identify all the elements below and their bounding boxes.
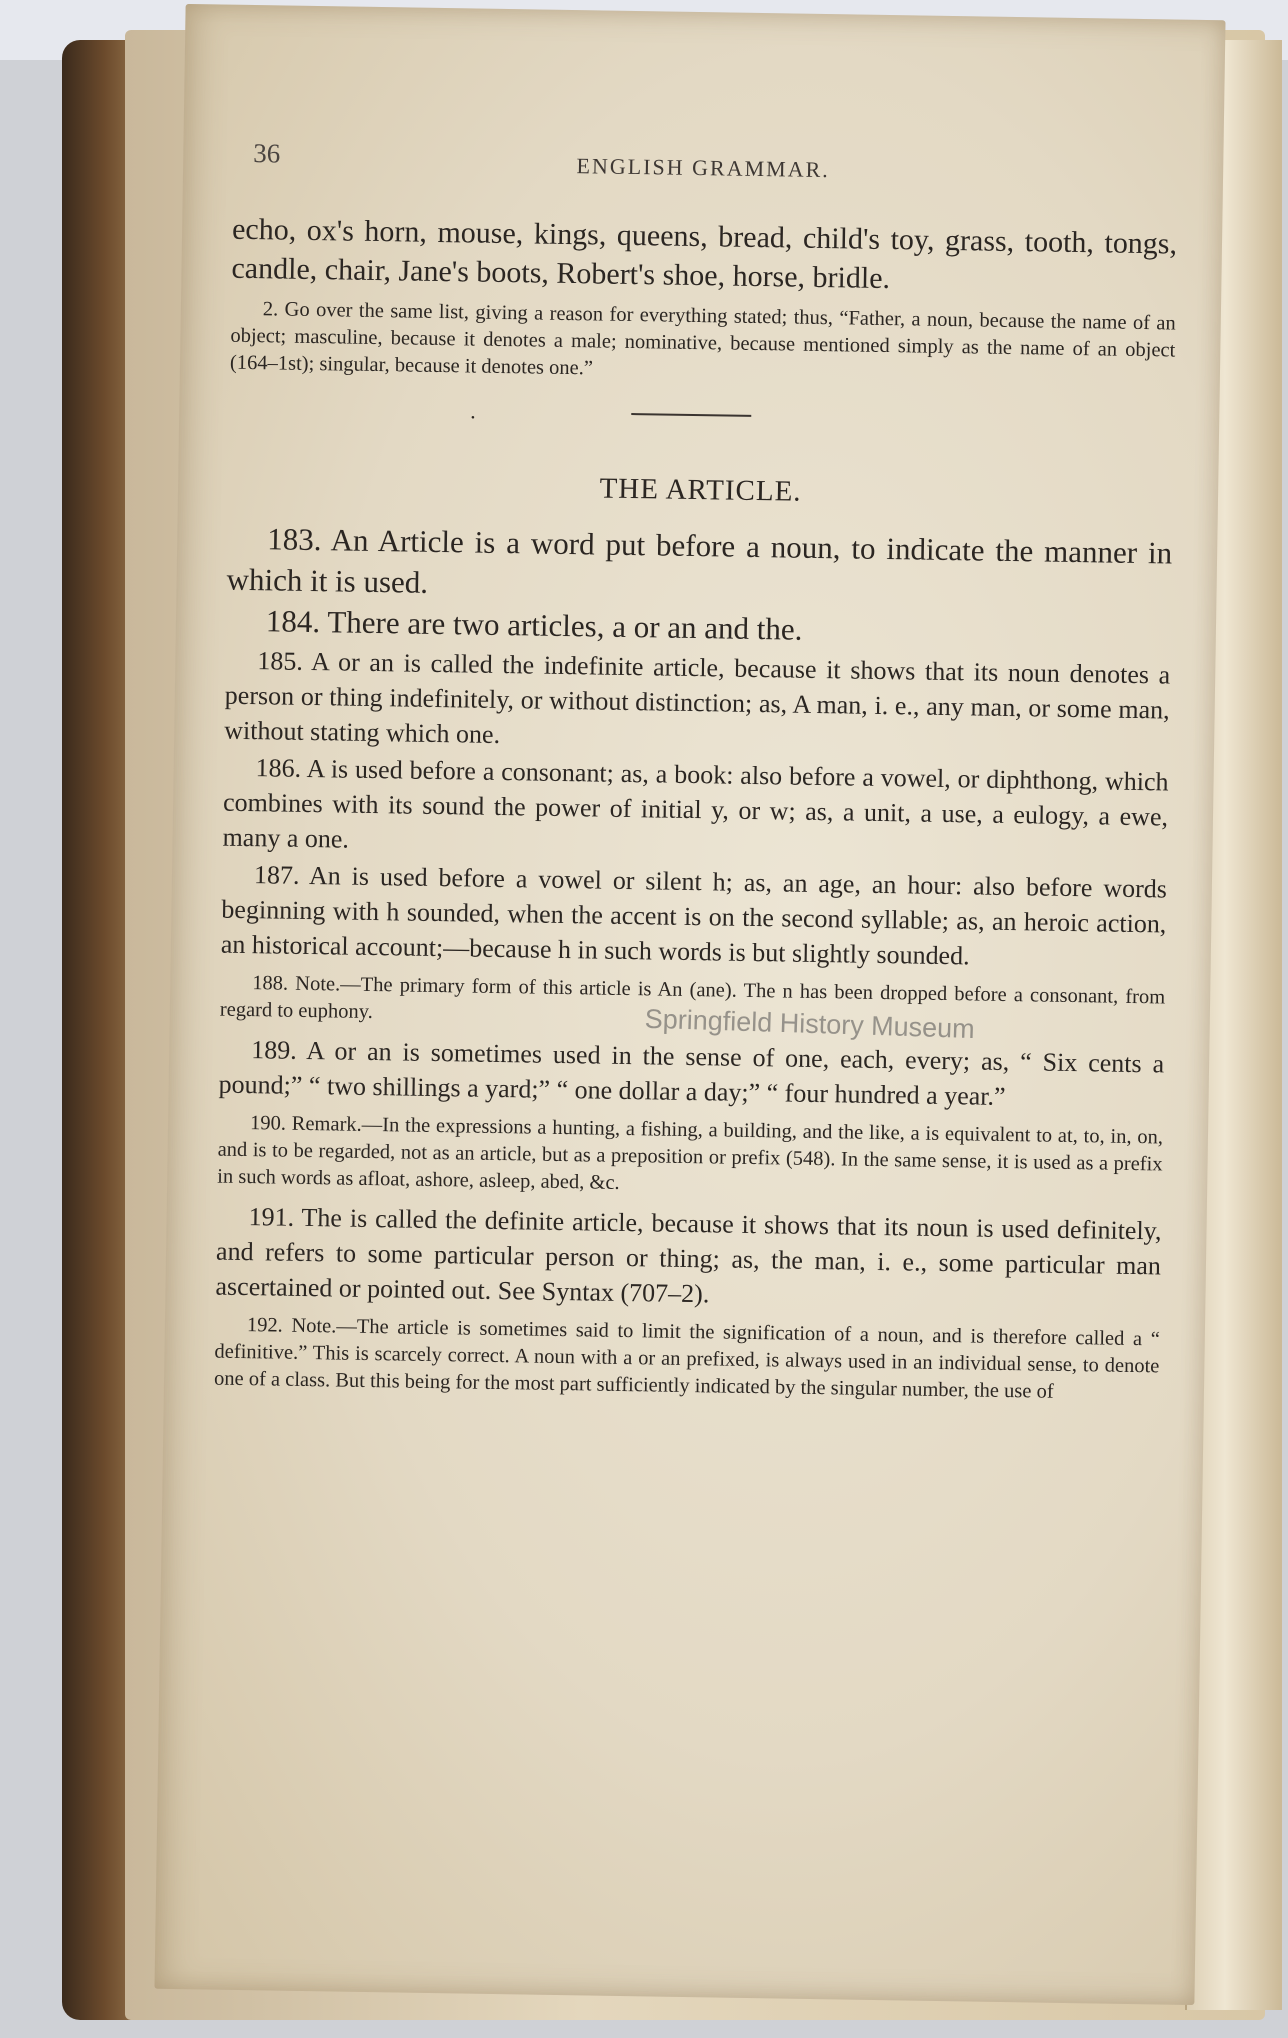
paragraph-183: 183. An Article is a word put before a noun, to indicate the manner in which it is used. [226,521,1173,600]
paragraph-187: 187. An is used before a vowel or silent h; as, an age, an hour: also before words beginning with h sounded, when the accent is on the second syllable; as, an heroic action, an historical account;—because h in such words is but slightly sounded. [220,860,1168,971]
page-header [223,130,1184,185]
divider-rule [631,413,751,417]
stray-mark: · [469,404,477,430]
paragraph-185: 185. A or an is called the indefinite article, because it shows that its noun denotes a person or thing indefinitely, or without distinction; as, A man, i. e., any man, or some man, without stating which one. [224,646,1171,749]
note-192: 192. Note.—The article is sometimes said to limit the signification of a noun, and is therefore called a “ definitive.” This is scarcely correct. A noun with a or an prefixed, is always used in an individual sense, to denote one of a class. But this being for the most part sufficiently indicated by the singular number, the use of [213,1314,1160,1403]
page-content [214,210,1177,1408]
paragraph-186: 186. A is used before a consonant; as, a book: also before a vowel, or diphthong, which combines with its sound the power of initial y, or w; as, a unit, a use, a eulogy, a ewe, many a one. [222,753,1169,854]
paragraph-184: 184. There are two articles, a or an and the. [265,603,803,647]
section-divider [229,377,1175,462]
exercise-instruction: 2. Go over the same list, giving a reason for everything stated; thus, “Father, a noun, because the name of an object; masculine, because it denotes a male; nominative, because mentioned simply as the name of an object (164–1st); singular, because it denotes one.” [229,298,1176,380]
exercise-word-list: echo, ox's horn, mouse, kings, queens, bread, child's toy, grass, tooth, tongs, candle, chair, Jane's boots, Robert's shoe, horse, bridle. [231,212,1178,296]
watermark: Springfield History Museum [644,1003,976,1045]
section-title: THE ARTICLE. [599,472,802,508]
remark-190: 190. Remark.—In the expressions a hunting, a fishing, a building, and the like, a is equivalent to at, to, in, on, and is to be regarded, not as an article, but as a preposition or prefix (548). In the same sense, it is used as a prefix in such words as afloat, ashore, asleep, abed, &c. [217,1112,1164,1194]
note-188: 188. Note.—The primary form of this article is An (ane). The n has been dropped before a consonant, from regard to euphony. [219,972,1166,1024]
book-page [154,4,1225,2005]
running-head: ENGLISH GRAMMAR. [576,153,830,183]
paragraph-191: 191. The is called the definite article, because it shows that its noun is used definitely, and refers to some particular person or thing; as, the man, i. e., some particular man ascertained or pointed out. See Syntax (707–2). [215,1202,1162,1309]
paragraph-189: 189. A or an is sometimes used in the sense of one, each, every; as, “ Six cents a pound;” “ two shillings a yard;” “ one dollar a day;” “ four hundred a year.” [218,1035,1165,1111]
page-number: 36 [253,138,281,169]
